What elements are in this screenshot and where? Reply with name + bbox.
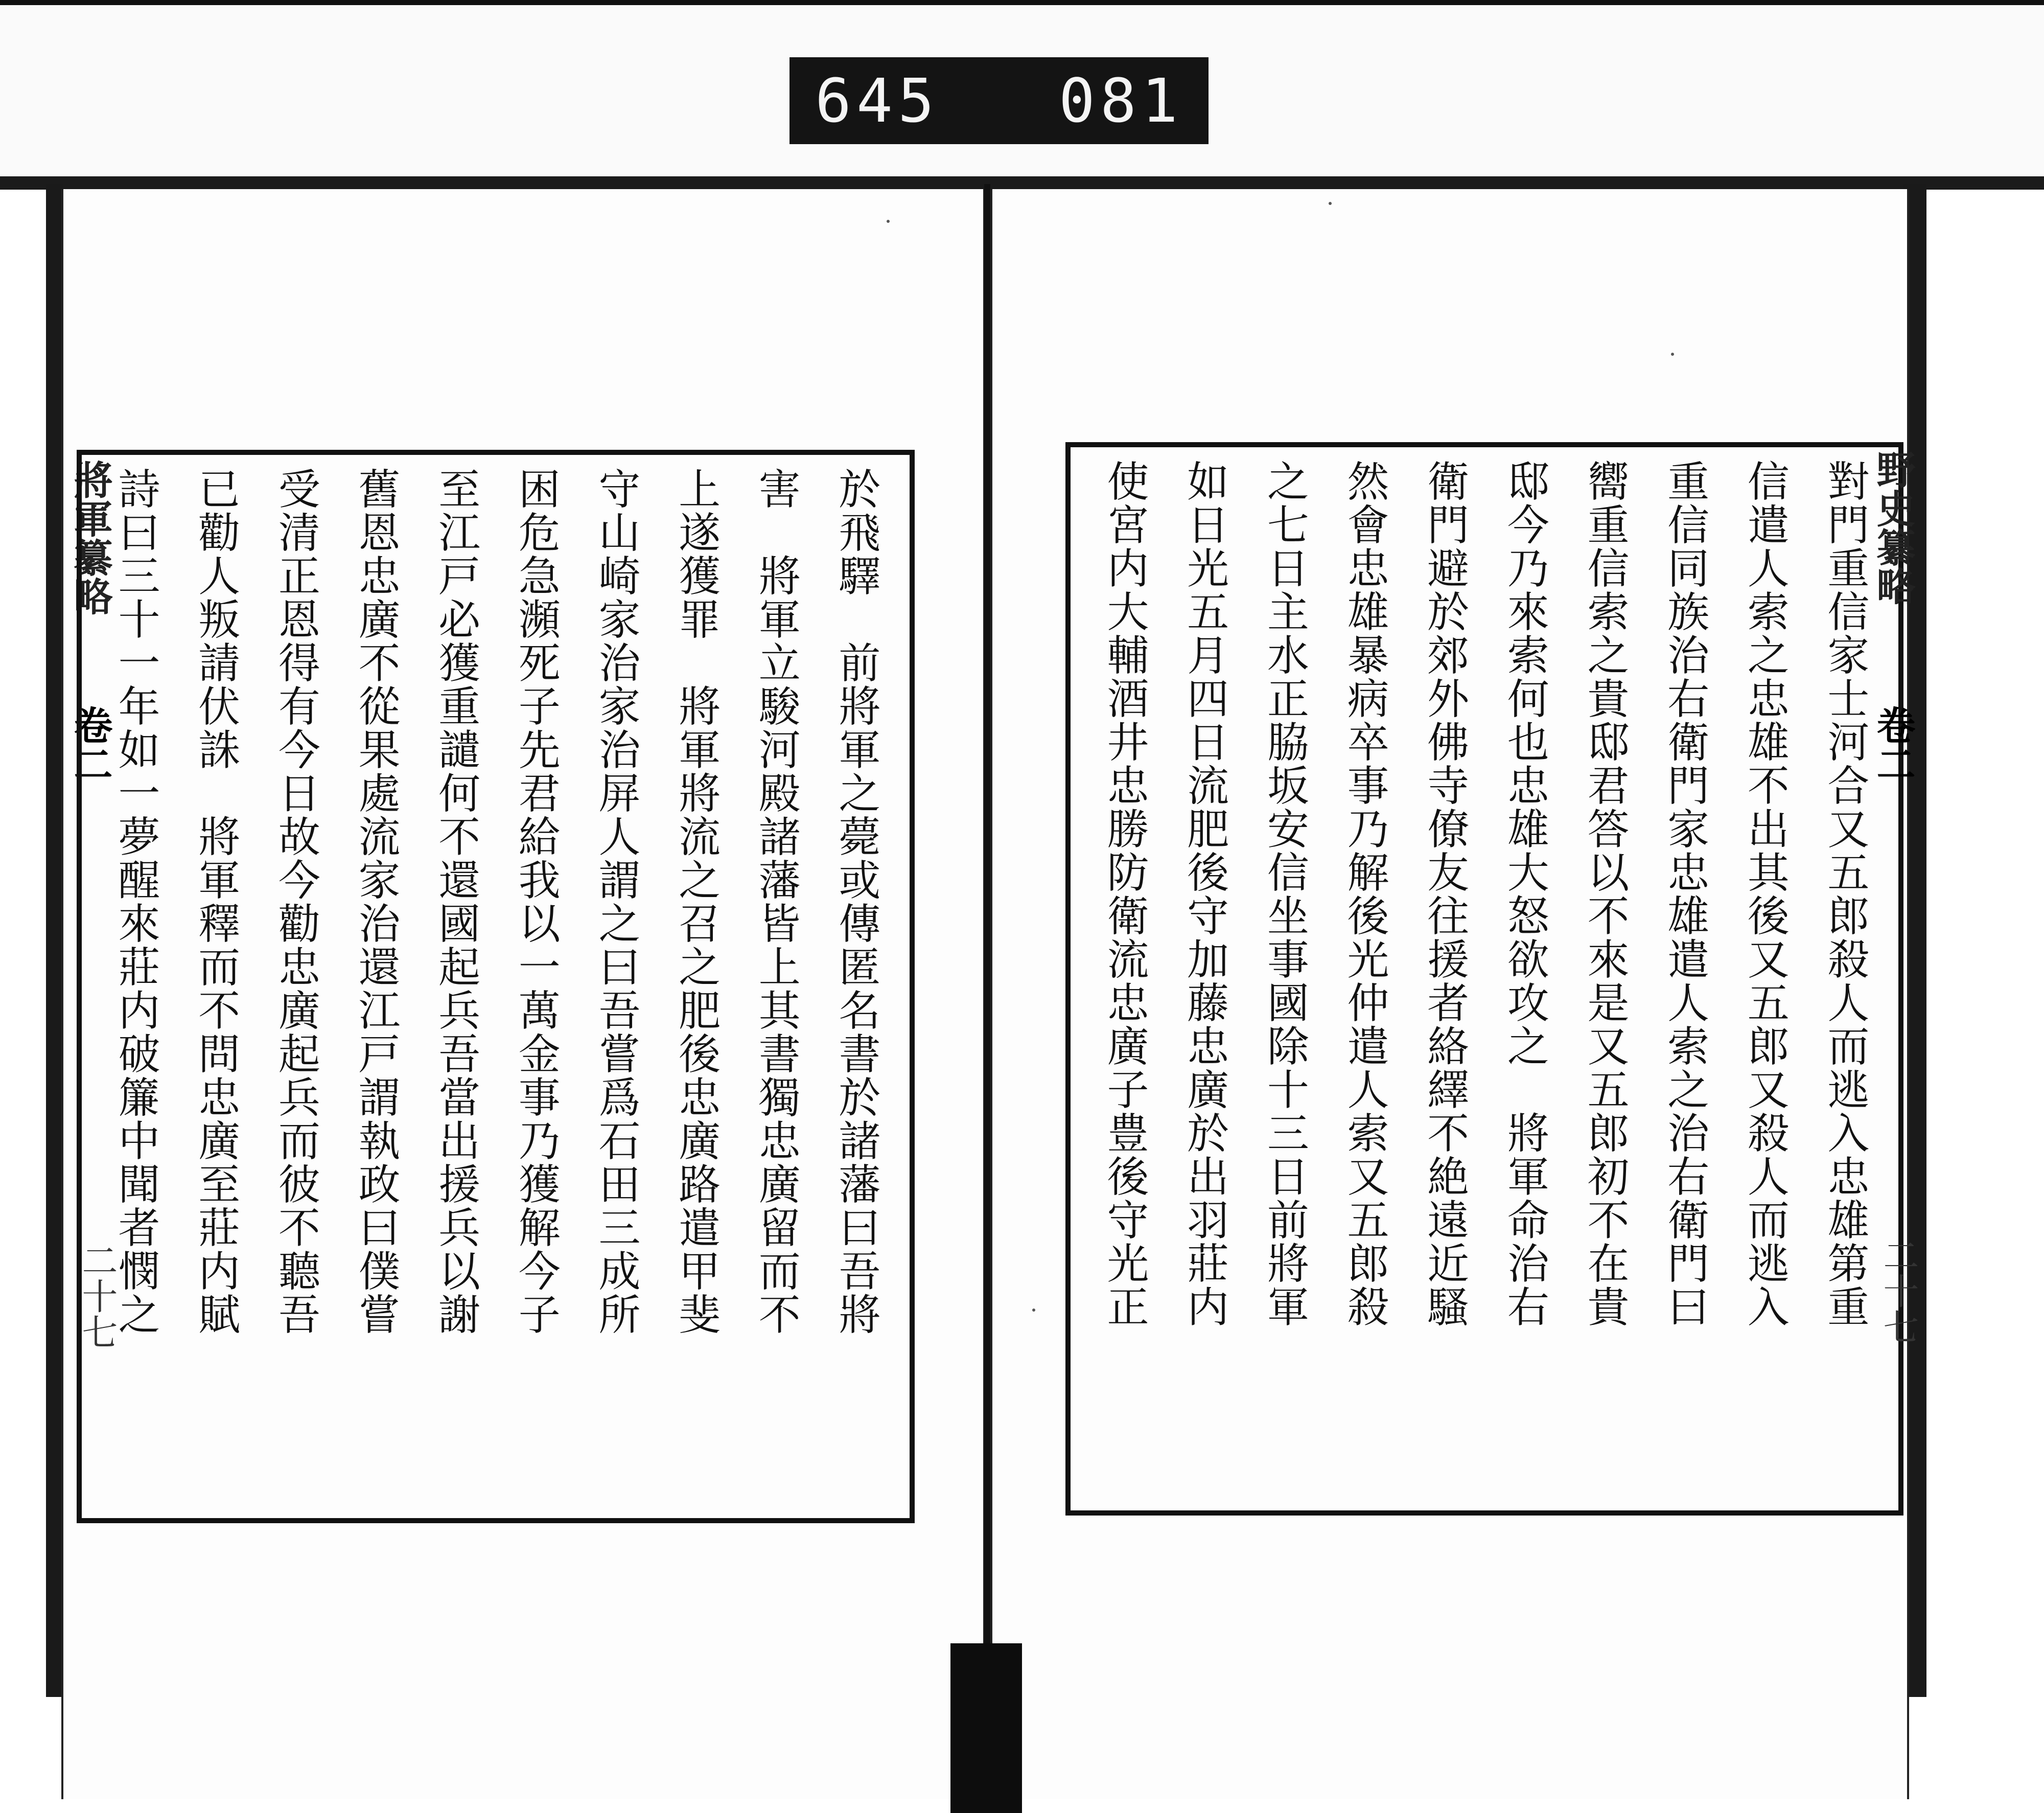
text-column: 詩曰三十一年如一夢醒來莊内破簾中聞者憫之 (111, 467, 160, 1336)
text-column: 邸今乃來索何也忠雄大怒欲攻之 將軍命治右 (1500, 460, 1549, 1328)
paper-speck (887, 220, 890, 223)
text-column: 對門重信家士河合又五郎殺人而逃入忠雄第重 (1820, 460, 1869, 1328)
right-text-frame (1065, 442, 1903, 1516)
text-column: 然會忠雄暴病卒事乃解後光仲遣人索又五郎殺 (1340, 460, 1389, 1328)
text-column: 困危急瀕死子先君給我以一萬金事乃獲解今子 (512, 467, 561, 1336)
text-column: 使宮内大輔酒井忠勝防衛流忠廣子豊後守光正 (1100, 460, 1149, 1328)
left-page-stack-edge (46, 184, 63, 1697)
text-column: 信遣人索之忠雄不出其後又五郎又殺人而逃入 (1740, 460, 1790, 1328)
paper-speck (1032, 1309, 1035, 1312)
left-text-frame (77, 450, 915, 1523)
text-column: 至江戸必獲重譴何不還國起兵吾當出援兵以謝 (431, 467, 480, 1336)
reel-number-left: 645 (815, 65, 940, 136)
gutter-shadow (950, 1643, 1022, 1813)
text-column: 上遂獲罪 將軍將流之召之肥後忠廣路遣甲斐 (671, 467, 721, 1336)
reel-number-right: 081 (1058, 65, 1183, 136)
left-volume-label: 卷二 (67, 705, 113, 783)
text-column: 害 將軍立駿河殿諸藩皆上其書獨忠廣留而不 (752, 467, 801, 1336)
paper-speck (1671, 353, 1674, 356)
left-leaf-number: 二十七 (76, 1242, 118, 1349)
top-border (0, 0, 2044, 5)
text-column: 守山崎家治家治屏人謂之曰吾嘗爲石田三成所 (591, 467, 640, 1336)
right-margin-title: 野史纂略 (1870, 450, 1916, 605)
reel-number-label (789, 57, 1209, 144)
text-column: 於飛驛 前將軍之薨或傳匿名書於諸藩曰吾將 (831, 467, 880, 1336)
text-column: 重信同族治右衛門家忠雄遣人索之治右衛門曰 (1660, 460, 1709, 1328)
left-margin-title: 將軍纂略 (67, 460, 113, 615)
text-column: 之七日主水正脇坂安信坐事國除十三日前將軍 (1260, 460, 1309, 1328)
book-top-edge (0, 176, 2044, 190)
right-leaf-number: 二十七 (1877, 1237, 1919, 1344)
text-column: 嚮重信索之貴邸君答以不來是又五郎初不在貴 (1580, 460, 1629, 1328)
right-volume-label: 卷二 (1870, 705, 1916, 783)
text-column: 如日光五月四日流肥後守加藤忠廣於出羽莊内 (1180, 460, 1229, 1328)
gutter-line (984, 184, 990, 1748)
paper-speck (1329, 202, 1332, 205)
text-column: 衛門避於郊外佛寺僚友往援者絡繹不絶遠近騷 (1420, 460, 1469, 1328)
text-column: 舊恩忠廣不從果處流家治還江戸謂執政曰僕嘗 (351, 467, 400, 1336)
text-column: 受清正恩得有今日故今勸忠廣起兵而彼不聽吾 (271, 467, 320, 1336)
text-column: 已勸人叛請伏誅 將軍釋而不問忠廣至莊内賦 (191, 467, 240, 1336)
